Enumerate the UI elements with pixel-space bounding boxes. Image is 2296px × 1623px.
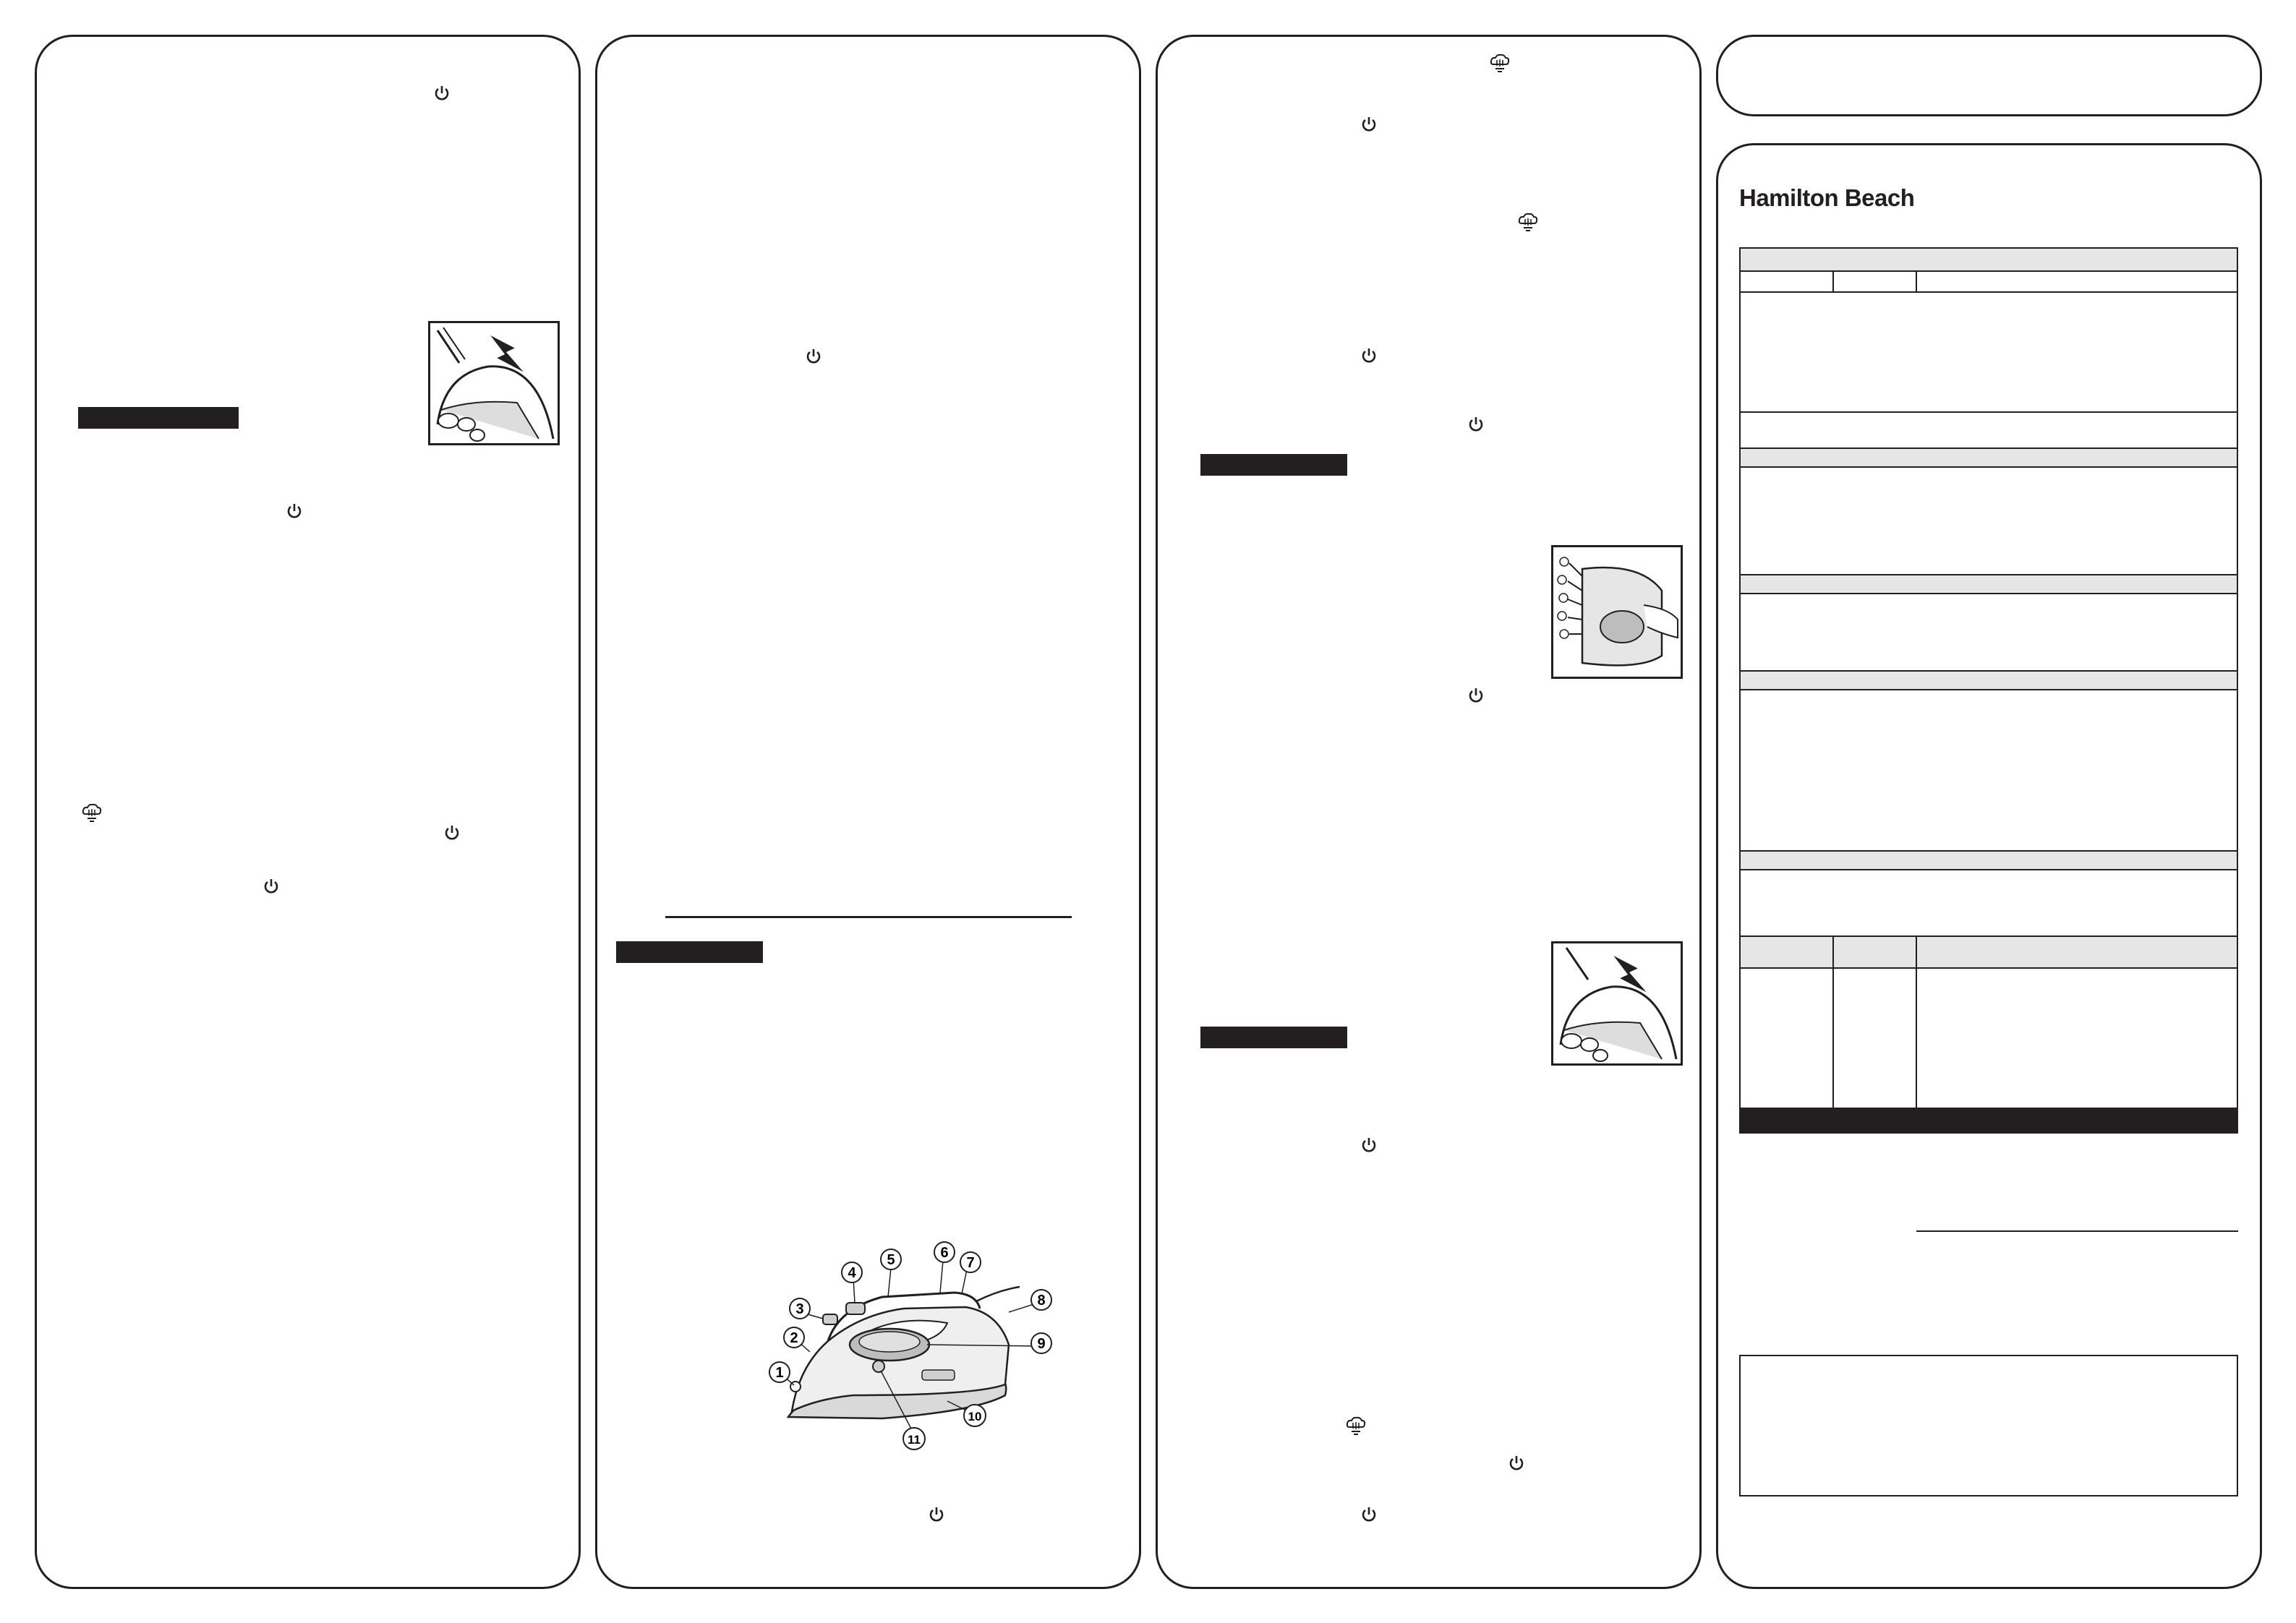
power-icon <box>1361 116 1377 133</box>
callout-10 <box>964 1405 986 1426</box>
panel-3 <box>1156 35 1702 1589</box>
svg-text:9: 9 <box>1037 1336 1046 1352</box>
power-icon <box>1361 1136 1377 1154</box>
svg-text:2: 2 <box>790 1330 798 1346</box>
troubleshooting-table <box>1739 247 2238 1134</box>
callout-7 <box>960 1252 981 1272</box>
steam-button <box>823 1314 837 1324</box>
callout-2 <box>784 1327 804 1348</box>
section-heading-bar <box>1200 1027 1347 1048</box>
callout-8 <box>1031 1290 1051 1310</box>
svg-text:7: 7 <box>966 1255 975 1271</box>
divider-rule <box>665 916 1072 918</box>
signature-rule <box>1916 1230 2238 1232</box>
table-row-rule <box>1741 411 2237 413</box>
power-icon <box>286 502 302 520</box>
svg-text:11: 11 <box>908 1433 921 1447</box>
callout-6 <box>934 1242 955 1262</box>
figure-steam-button-press-1 <box>428 321 560 445</box>
panel-1 <box>35 35 581 1589</box>
section-heading-bar <box>1200 454 1347 476</box>
svg-text:1: 1 <box>775 1365 784 1381</box>
svg-text:10: 10 <box>968 1410 982 1423</box>
callout-9 <box>1031 1333 1051 1353</box>
figure-vertical-steam <box>1551 545 1683 679</box>
svg-text:3: 3 <box>795 1301 804 1317</box>
power-icon <box>1361 347 1377 364</box>
power-icon <box>1468 687 1484 704</box>
table-section-band <box>1739 850 2238 870</box>
brand-logo: Hamilton Beach <box>1739 184 1915 211</box>
power-cord <box>976 1287 1020 1301</box>
power-icon <box>929 1506 944 1523</box>
power-icon <box>1361 1506 1377 1523</box>
table-subheader-band <box>1739 935 2238 969</box>
power-icon <box>806 348 821 365</box>
power-icon <box>263 878 279 895</box>
power-icon <box>1468 416 1484 433</box>
table-section-band <box>1739 447 2238 468</box>
table-col-rule <box>1916 935 1917 1109</box>
svg-text:8: 8 <box>1037 1293 1046 1309</box>
callout-4 <box>842 1262 862 1282</box>
power-icon <box>444 824 460 842</box>
steam-burst-icon <box>1517 212 1539 234</box>
steam-burst-icon <box>1345 1416 1367 1437</box>
iron-parts-diagram <box>759 1222 1063 1453</box>
table-col-rule <box>1916 272 1917 292</box>
water-window <box>922 1370 955 1380</box>
panel-4-top <box>1716 35 2262 116</box>
section-heading-bar <box>616 941 763 963</box>
steam-burst-icon <box>1489 53 1511 74</box>
notice-box <box>1739 1355 2238 1496</box>
table-col-rule <box>1832 935 1834 1109</box>
table-header-row-rule <box>1741 291 2237 293</box>
callout-1 <box>769 1362 790 1382</box>
section-heading-bar <box>78 407 239 429</box>
figure-steam-button-press-2 <box>1551 941 1683 1066</box>
svg-text:5: 5 <box>887 1252 895 1268</box>
power-icon <box>434 85 450 102</box>
table-footer-bar <box>1739 1108 2238 1132</box>
spray-button <box>846 1303 865 1314</box>
callout-5 <box>881 1249 901 1269</box>
steam-burst-icon <box>81 802 103 824</box>
callout-11 <box>903 1428 925 1449</box>
table-header-band <box>1739 247 2238 272</box>
svg-text:6: 6 <box>940 1245 949 1261</box>
table-col-rule <box>1832 272 1834 292</box>
svg-text:4: 4 <box>848 1265 856 1281</box>
callout-3 <box>790 1298 810 1319</box>
auto-off-light <box>873 1361 884 1372</box>
power-icon <box>1508 1455 1524 1472</box>
table-section-band <box>1739 574 2238 594</box>
table-section-band <box>1739 670 2238 690</box>
